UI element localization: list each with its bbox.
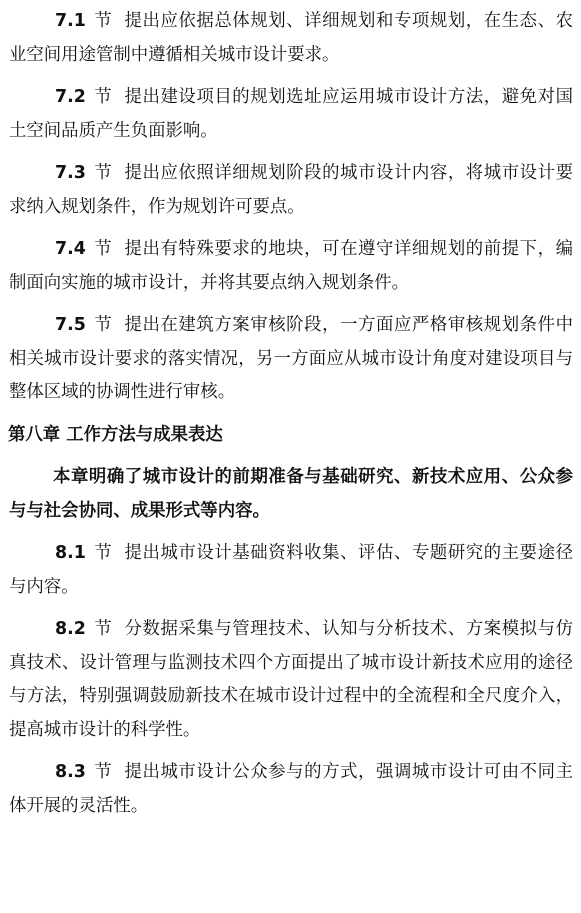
section-label: 节: [93, 619, 113, 639]
chapter-title: 第八章 工作方法与成果表达: [8, 424, 223, 445]
section-text: 提出建设项目的规划选址应运用城市设计方法，避免对国土空间品质产生负面影响。: [9, 87, 573, 141]
section-7-1: [0, 5, 581, 72]
section-7-3: [0, 157, 581, 224]
section-text: 提出城市设计基础资料收集、评估、专题研究的主要途径与内容。: [9, 543, 573, 597]
section-7-2: [0, 81, 581, 148]
section-number: 7.4: [55, 239, 86, 259]
section-8-3: [0, 756, 581, 823]
section-number: 8.2: [55, 619, 86, 639]
section-label: 节: [93, 163, 113, 183]
section-text: 提出城市设计公众参与的方式，强调城市设计可由不同主体开展的灵活性。: [9, 762, 573, 816]
section-number: 7.3: [55, 163, 86, 183]
section-text: 提出有特殊要求的地块，可在遵守详细规划的前提下，编制面向实施的城市设计，并将其要点纳入规划条件。: [9, 239, 573, 293]
section-label: 节: [93, 239, 113, 259]
section-8-2: [0, 613, 581, 747]
section-7-4: [0, 233, 581, 300]
section-number: 8.1: [55, 543, 86, 563]
section-label: 节: [93, 87, 113, 107]
section-text: 提出在建筑方案审核阶段，一方面应严格审核规划条件中相关城市设计要求的落实情况，另一方面应从城市设计角度对建设项目与整体区域的协调性进行审核。: [9, 315, 573, 402]
section-number: 7.1: [55, 11, 86, 31]
section-number: 8.3: [55, 762, 86, 782]
section-number: 7.5: [55, 315, 86, 335]
chapter-summary: 本章明确了城市设计的前期准备与基础研究、新技术应用、公众参与与社会协同、成果形式等内容。: [9, 467, 573, 521]
section-label: 节: [93, 543, 113, 563]
section-7-5: [0, 309, 581, 410]
section-label: 节: [93, 11, 113, 31]
section-label: 节: [93, 762, 113, 782]
section-label: 节: [93, 315, 113, 335]
section-8-1: [0, 537, 581, 604]
section-text: 分数据采集与管理技术、认知与分析技术、方案模拟与仿真技术、设计管理与监测技术四个方面提出了城市设计新技术应用的途径与方法，特别强调鼓励新技术在城市设计过程中的全流程和全尺度介入，提高城市设计的科学性。: [9, 619, 573, 740]
section-number: 7.2: [55, 87, 86, 107]
section-text: 提出应依据总体规划、详细规划和专项规划，在生态、农业空间用途管制中遵循相关城市设计要求。: [9, 11, 573, 65]
section-text: 提出应依照详细规划阶段的城市设计内容，将城市设计要求纳入规划条件，作为规划许可要点。: [9, 163, 573, 217]
